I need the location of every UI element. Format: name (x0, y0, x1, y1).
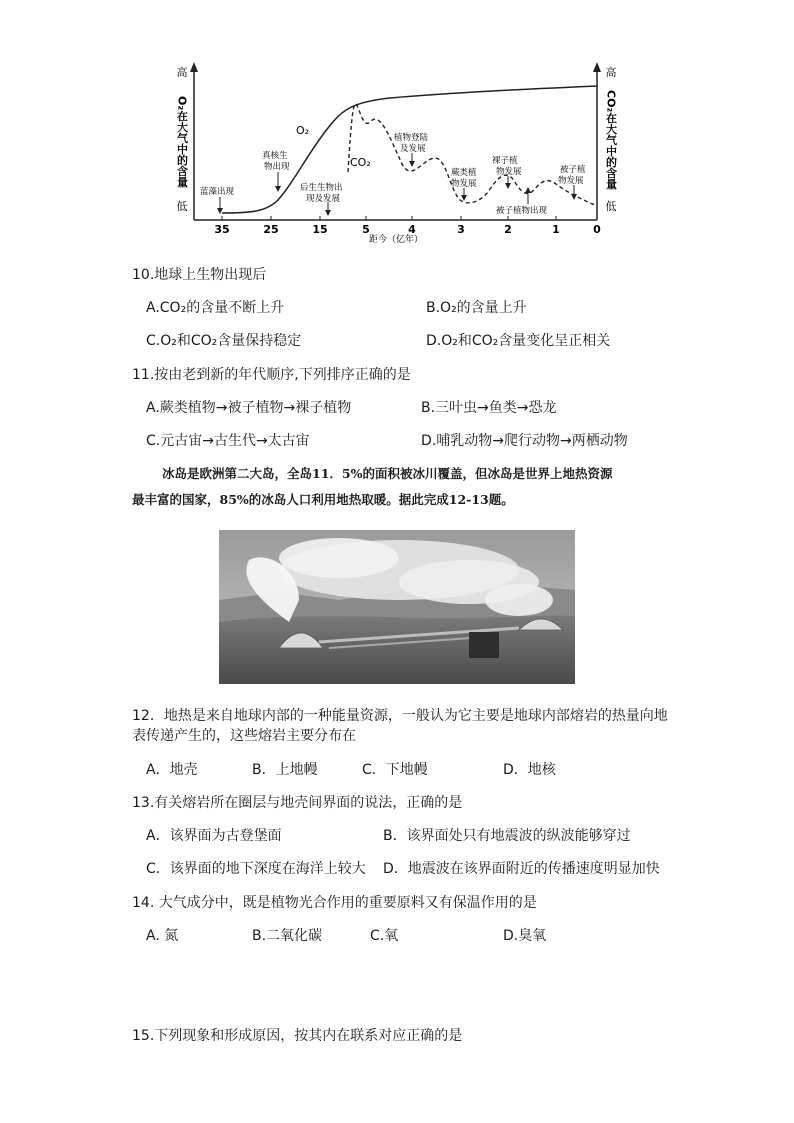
annotation-beizi-top-2: 物发展 (558, 176, 584, 186)
x-tick-label: 2 (504, 223, 512, 236)
arrowhead-beizi-top (571, 194, 577, 200)
annotation-zhenhe-2: 物出现 (264, 162, 290, 172)
q14-option-d[interactable]: D.臭氧 (503, 928, 547, 944)
q12-option-d[interactable]: D．地核 (503, 762, 556, 778)
q13-option-a[interactable]: A．该界面为古登堡面 (146, 828, 282, 844)
x-tick-label: 25 (263, 223, 279, 236)
annotation-denglu-1: 植物登陆 (394, 133, 429, 143)
x-tick-label: 4 (408, 223, 416, 236)
q11-option-d[interactable]: D.哺乳动物→爬行动物→两栖动物 (421, 433, 628, 449)
arrowhead-luozi (505, 183, 511, 189)
left-axis-arrow (190, 62, 198, 72)
co2-label: CO₂ (350, 156, 371, 169)
o2-label: O₂ (296, 124, 310, 137)
annotation-jue-2: 物发展 (451, 179, 477, 189)
q12-option-b[interactable]: B．上地幔 (252, 762, 318, 778)
q10-option-b[interactable]: B.O₂的含量上升 (426, 300, 527, 316)
right-axis-arrow (593, 62, 601, 72)
q10-option-a[interactable]: A.CO₂的含量不断上升 (146, 300, 285, 316)
right-axis-label: CO₂在大气中的含量 (604, 90, 618, 190)
q12-stem-line-1: 12．地热是来自地球内部的一种能量资源，一般认为它主要是地球内部熔岩的热量向地 (132, 708, 668, 724)
q12-option-c[interactable]: C．下地幔 (362, 762, 428, 778)
q13-stem: 13.有关熔岩所在圈层与地壳间界面的说法，正确的是 (132, 795, 463, 811)
annotation-zhenhe-1: 真核生 (262, 151, 288, 161)
annotation-beizi-top-1: 被子植 (560, 165, 586, 175)
q14-option-a[interactable]: A. 氮 (146, 928, 179, 944)
passage-line-2: 最丰富的国家，85%的冰岛人口利用地热取暖。据此完成12-13题。 (132, 492, 514, 507)
evolution-chart (170, 60, 630, 260)
q10-stem: 10.地球上生物出现后 (132, 267, 267, 283)
arrowhead-beizi-bottom (525, 187, 531, 193)
q11-option-c[interactable]: C.元古宙→古生代→太古宙 (146, 433, 310, 449)
co2-curve (348, 104, 597, 206)
left-axis-bottom: 低 (176, 200, 188, 213)
x-tick-label: 0 (593, 223, 601, 236)
x-axis-label: 距今（亿年） (368, 235, 424, 245)
arrowhead-jue (461, 195, 467, 201)
q11-option-b[interactable]: B.三叶虫→鱼类→恐龙 (421, 400, 557, 416)
q13-option-c[interactable]: C．该界面的地下深度在海洋上较大 (146, 861, 366, 877)
passage-line-1: 冰岛是欧洲第二大岛，全岛11．5%的面积被冰川覆盖，但冰岛是世界上地热资源 (162, 466, 613, 481)
right-axis-top: 高 (605, 66, 617, 79)
x-tick-label: 3 (457, 223, 465, 236)
x-tick-label: 15 (312, 223, 328, 236)
arrowhead-denglu (409, 161, 415, 167)
q12-option-a[interactable]: A．地壳 (146, 762, 198, 778)
q13-option-d[interactable]: D．地震波在该界面附近的传播速度明显加快 (383, 861, 660, 877)
right-axis-bottom: 低 (605, 200, 617, 213)
x-tick-label: 1 (552, 223, 560, 236)
q11-stem: 11.按由老到新的年代顺序,下列排序正确的是 (132, 367, 411, 383)
q10-option-d[interactable]: D.O₂和CO₂含量变化呈正相关 (426, 333, 611, 349)
q13-option-b[interactable]: B．该界面处只有地震波的纵波能够穿过 (383, 828, 631, 844)
q14-option-b[interactable]: B.二氧化碳 (252, 928, 323, 944)
annotation-jue-1: 蕨类植 (451, 168, 477, 178)
arrowhead-housheng (325, 210, 331, 216)
left-axis-label: O₂在大气中的含量 (175, 96, 189, 188)
left-axis-top: 高 (176, 66, 188, 79)
annotation-luozi-1: 裸子植 (492, 156, 518, 166)
passage (132, 461, 672, 513)
x-tick-label: 35 (214, 223, 230, 236)
geothermal-photo (219, 530, 575, 684)
q12-stem-line-2: 表传递产生的，这些熔岩主要分布在 (132, 728, 356, 744)
q10-option-c[interactable]: C.O₂和CO₂含量保持稳定 (146, 333, 302, 349)
annotation-housheng-1: 后生生物出 (300, 183, 343, 193)
x-tick-label: 5 (362, 223, 370, 236)
annotation-denglu-2: 及发展 (400, 144, 426, 154)
q14-stem: 14. 大气成分中，既是植物光合作用的重要原料又有保温作用的是 (132, 895, 537, 911)
annotation-housheng-2: 现及发展 (306, 194, 341, 204)
arrowhead-zhenhe (275, 186, 281, 192)
annotation-luozi-2: 物发展 (496, 167, 522, 177)
q14-option-c[interactable]: C.氧 (370, 928, 399, 944)
q15-stem: 15.下列现象和形成原因，按其内在联系对应正确的是 (132, 1028, 463, 1044)
q11-option-a[interactable]: A.蕨类植物→被子植物→裸子植物 (146, 400, 352, 416)
annotation-beizi-bottom: 被子植物出现 (496, 206, 548, 216)
annotation-lanzao: 蓝藻出现 (200, 187, 235, 197)
